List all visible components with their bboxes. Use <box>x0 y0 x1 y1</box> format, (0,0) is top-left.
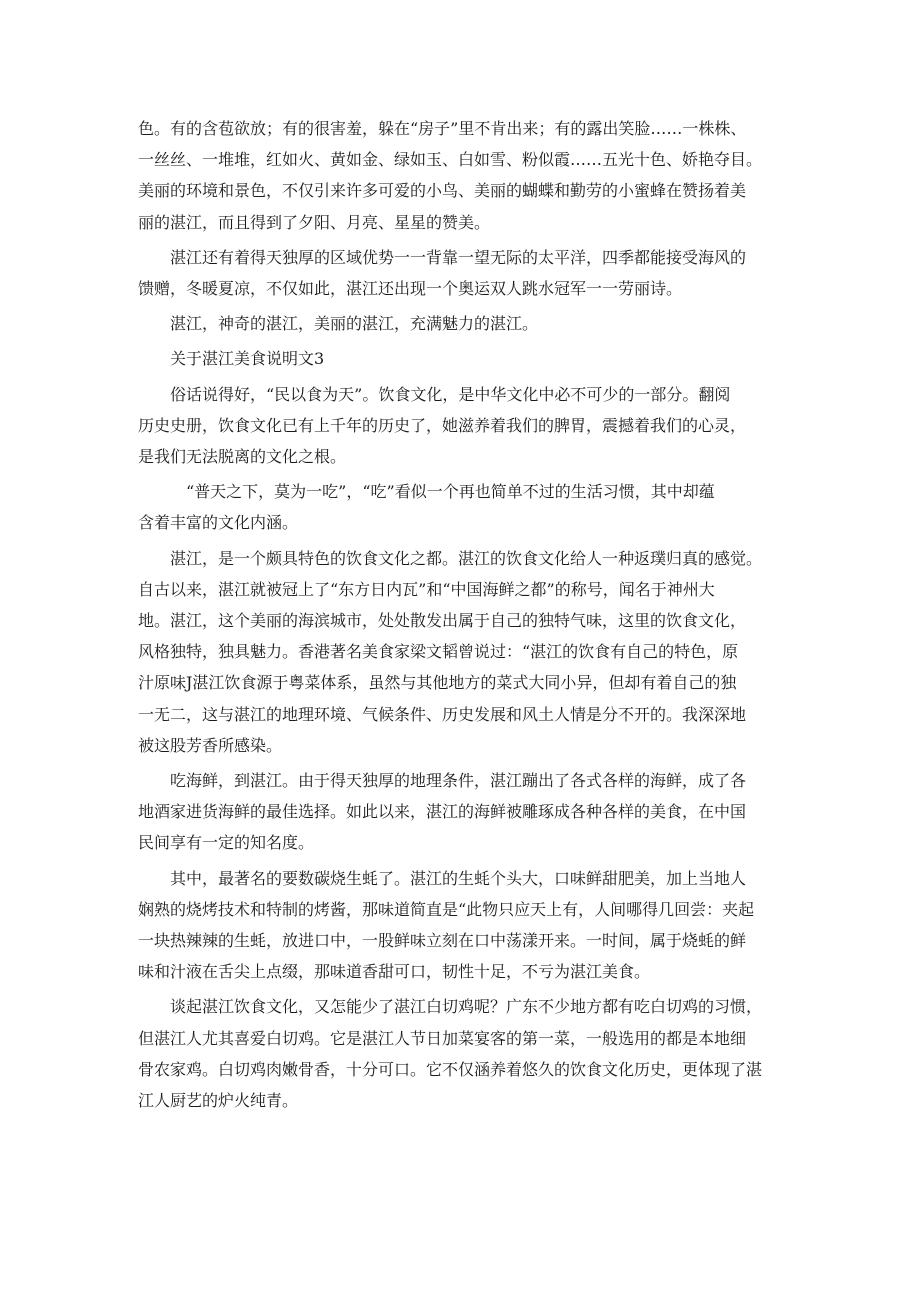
paragraph-seafood <box>138 765 793 859</box>
text-line: 色。有的含苞欲放；有的很害羞，躲在“房子”里不肯出来；有的露出笑脸……一株株、 <box>138 119 747 138</box>
text-line: 美丽的环境和景色，不仅引来许多可爱的小鸟、美丽的蝴蝶和勤劳的小蜜蜂在赞扬着美 <box>138 181 747 201</box>
text-line: 被这股芳香所感染。 <box>138 735 283 755</box>
text-line: 江人厨艺的炉火纯青。 <box>138 1091 299 1111</box>
text-line: 湛江，神奇的湛江，美丽的湛江，充满魅力的湛江。 <box>170 314 539 334</box>
text-line: 历史史册，饮食文化已有上千年的历史了，她滋养着我们的脾胃，震撼着我们的心灵， <box>138 415 747 435</box>
text-line: 含着丰富的文化内涵。 <box>138 513 299 533</box>
paragraph-eating-habit <box>138 476 793 538</box>
text-line: 一块热辣辣的生蚝，放进口中，一股鲜味立刻在口中荡漾开来。一时间，属于烧蚝的鲜 <box>138 931 747 951</box>
paragraph-region-advantage <box>138 242 793 304</box>
text-line: 地酒家进货海鲜的最佳选择。如此以来，湛江的海鲜被雕琢成各种各样的美食，在中国 <box>138 802 747 822</box>
text-line: 但湛江人尤其喜爱白切鸡。它是湛江人节日加菜宴客的第一菜，一般选用的都是本地细 <box>138 1028 747 1048</box>
text-line: 是我们无法脱离的文化之根。 <box>138 447 347 467</box>
section-heading: 关于湛江美食说明文3 <box>170 349 325 369</box>
text-line: 俗话说得好，“民以食为天”。饮食文化，是中华文化中必不可少的一部分。翻阅 <box>170 384 731 404</box>
text-line: 娴熟的烧烤技术和特制的烤酱，那味道简直是“此物只应天上有，人间哪得几回尝：夹起 <box>138 899 755 919</box>
text-line: 馈赠，冬暖夏凉，不仅如此，湛江还出现一个奥运双人跳水冠军一一劳丽诗。 <box>138 279 683 299</box>
paragraph-oysters <box>138 863 793 988</box>
text-line: 地。湛江，这个美丽的海滨城市，处处散发出属于自己的独特气味，这里的饮食文化， <box>138 611 747 631</box>
text-line: 谈起湛江饮食文化，又怎能少了湛江白切鸡呢？广东不少地方都有吃白切鸡的习惯， <box>170 997 763 1017</box>
text-line: 吃海鲜，到湛江。由于得天独厚的地理条件，湛江蹦出了各式各样的海鲜，成了各 <box>170 771 747 791</box>
text-line: 一无二，这与湛江的地理环境、气候条件、历史发展和风土人情是分不开的。我深深地 <box>138 704 747 724</box>
paragraph-summary <box>138 308 793 339</box>
text-line: 骨农家鸡。白切鸡肉嫩骨香，十分可口。它不仅涵养着悠久的饮食文化历史，更体现了湛 <box>138 1059 763 1079</box>
text-line: 丽的湛江，而且得到了夕阳、月亮、星星的赞美。 <box>138 212 491 232</box>
text-line: 自古以来，湛江就被冠上了“东方日内瓦”和“中国海鲜之都”的称号，闻名于神州大 <box>138 579 715 599</box>
text-line: 一丝丝、一堆堆，红如火、黄如金、绿如玉、白如雪、粉似霞……五光十色、娇艳夺目。 <box>138 150 763 170</box>
text-line: 味和汁液在舌尖上点缀，那味道香甜可口，韧性十足，不亏为湛江美食。 <box>138 962 651 982</box>
paragraph-proverb <box>138 379 793 473</box>
text-line: 湛江还有着得天独厚的区域优势一一背靠一望无际的太平洋，四季都能接受海风的 <box>170 247 747 267</box>
text-line: 民间享有一定的知名度。 <box>138 833 315 853</box>
text-line: 风格独特，独具魅力。香港著名美食家梁文韬曾说过：“湛江的饮食有自己的特色，原 <box>138 642 739 662</box>
paragraph-flowers <box>138 113 793 238</box>
text-line: 湛江，是一个颇具特色的饮食文化之都。湛江的饮食文化给人一种返璞归真的感觉。 <box>170 548 763 568</box>
text-line: 汁原味J湛江饮食源于粤菜体系，虽然与其他地方的菜式大同小异，但却有着自己的独 <box>138 673 737 693</box>
text-line: “普天之下，莫为一吃”，“吃”看似一个再也简单不过的生活习惯，其中却蕴 <box>186 482 715 502</box>
paragraph-food-capital <box>138 543 793 761</box>
document-body <box>138 113 793 1120</box>
text-line: 其中，最著名的要数碳烧生蚝了。湛江的生蚝个头大，口味鲜甜肥美，加上当地人 <box>170 868 747 888</box>
paragraph-white-cut-chicken <box>138 991 793 1116</box>
